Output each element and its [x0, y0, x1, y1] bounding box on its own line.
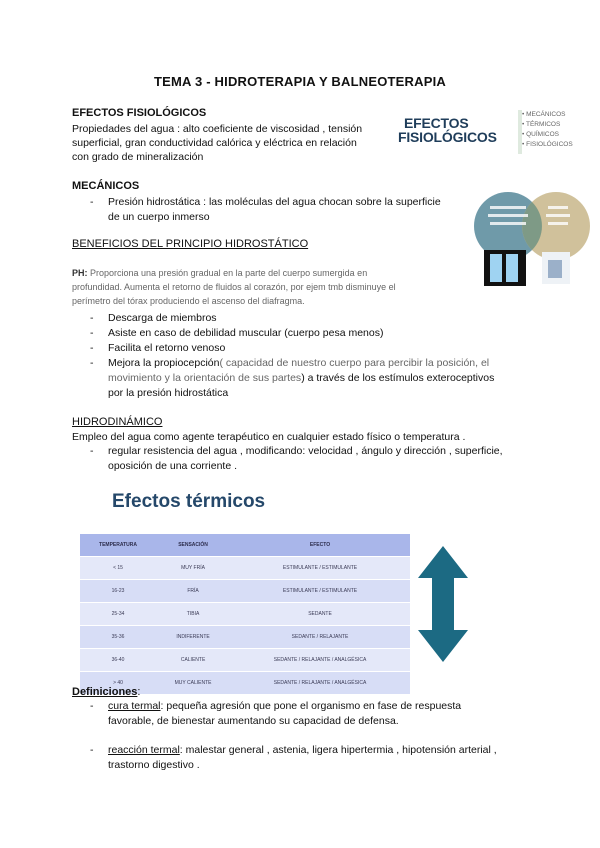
double-arrow-icon: [418, 546, 468, 667]
hidrodinamico-list: [90, 444, 550, 474]
image-list: • MECÁNICOS • TÉRMICOS • QUÍMICOS • FISIOLÓGICOS: [522, 111, 573, 148]
definiciones-list: [90, 699, 550, 729]
image-label-efectos: EFECTOS: [404, 115, 469, 131]
definiciones-list-2: [90, 743, 550, 773]
table-row: 16-23 FRÍA ESTIMULANTE / ESTIMULANTE: [80, 580, 410, 603]
table-row: > 40 MUY CALIENTE SEDANTE / RELAJANTE / ANALGÉSICA: [80, 672, 410, 695]
list-item: - Descarga de miembros: [90, 311, 530, 326]
list-item: - Presión hidrostática : las moléculas del agua chocan sobre la superficie de un cuerpo inmerso: [90, 195, 470, 225]
temperature-table: [80, 534, 410, 694]
hidrodinamico-text: Empleo del agua como agente terapéutico en cualquier estado físico o temperatura .: [72, 431, 466, 443]
mecanicos-list: [90, 195, 470, 225]
list-item: - Mejora la propiocepción( capacidad de nuestro cuerpo para percibir la posición, el movimiento y la orientación de sus partes) a través de los estímulos exteroceptivos por la presión hidrostática: [90, 356, 530, 401]
hidrodinamico-heading: HIDRODINÁMICO: [72, 416, 163, 428]
ph-paragraph: PH: Proporciona una presión gradual en la parte del cuerpo sumergida en profundidad. Aumenta el retorno de fluidos al corazón, por ejem tmb disminuye el perímetro del tórax produciendo el ascenso del diafragma.: [72, 268, 396, 306]
table-row: 35-36 INDIFERENTE SEDANTE / RELAJANTE: [80, 626, 410, 649]
table-header: EFECTO: [230, 534, 410, 557]
table-row: 36-40 CALIENTE SEDANTE / RELAJANTE / ANALGÉSICA: [80, 649, 410, 672]
definiciones-heading: Definiciones:: [72, 686, 141, 698]
efectos-fisiologicos-text: Propiedades del agua : alto coeficiente de viscosidad , tensión superficial, gran conductividad calórica y eléctrica en relación con grado de mineralización: [72, 123, 363, 163]
image-label-fisiologicos: FISIOLÓGICOS: [398, 129, 497, 145]
list-item: - Facilita el retorno venoso: [90, 341, 530, 356]
presion-hidrostatica-image: [470, 190, 595, 290]
beneficios-heading: BENEFICIOS DEL PRINCIPIO HIDROSTÁTICO: [72, 238, 309, 250]
table-row: < 15 MUY FRÍA ESTIMULANTE / ESTIMULANTE: [80, 557, 410, 580]
list-item: - Asiste en caso de debilidad muscular (cuerpo pesa menos): [90, 326, 530, 341]
table-header: TEMPERATURA: [80, 534, 156, 557]
table-header: SENSACIÓN: [156, 534, 230, 557]
table-row: 25-34 TIBIA SEDANTE: [80, 603, 410, 626]
list-item: - cura termal: pequeña agresión que pone el organismo en fase de respuesta favorable, de bienestar aumentando su capacidad de defensa.: [90, 699, 550, 729]
beneficios-list: [90, 311, 530, 401]
efectos-termicos-title: Efectos térmicos: [112, 491, 266, 512]
page-title: TEMA 3 - HIDROTERAPIA Y BALNEOTERAPIA: [154, 74, 446, 89]
list-item: - regular resistencia del agua , modificando: velocidad , ángulo y dirección , superficie, oposición de una corriente .: [90, 444, 550, 474]
mecanicos-heading: MECÁNICOS: [72, 180, 140, 192]
efectos-fisiologicos-image: [398, 112, 598, 167]
list-item: - reacción termal: malestar general , astenia, ligera hipertermia , hipotensión arterial , trastorno digestivo .: [90, 743, 550, 773]
efectos-fisiologicos-heading: EFECTOS FISIOLÓGICOS: [72, 107, 207, 119]
